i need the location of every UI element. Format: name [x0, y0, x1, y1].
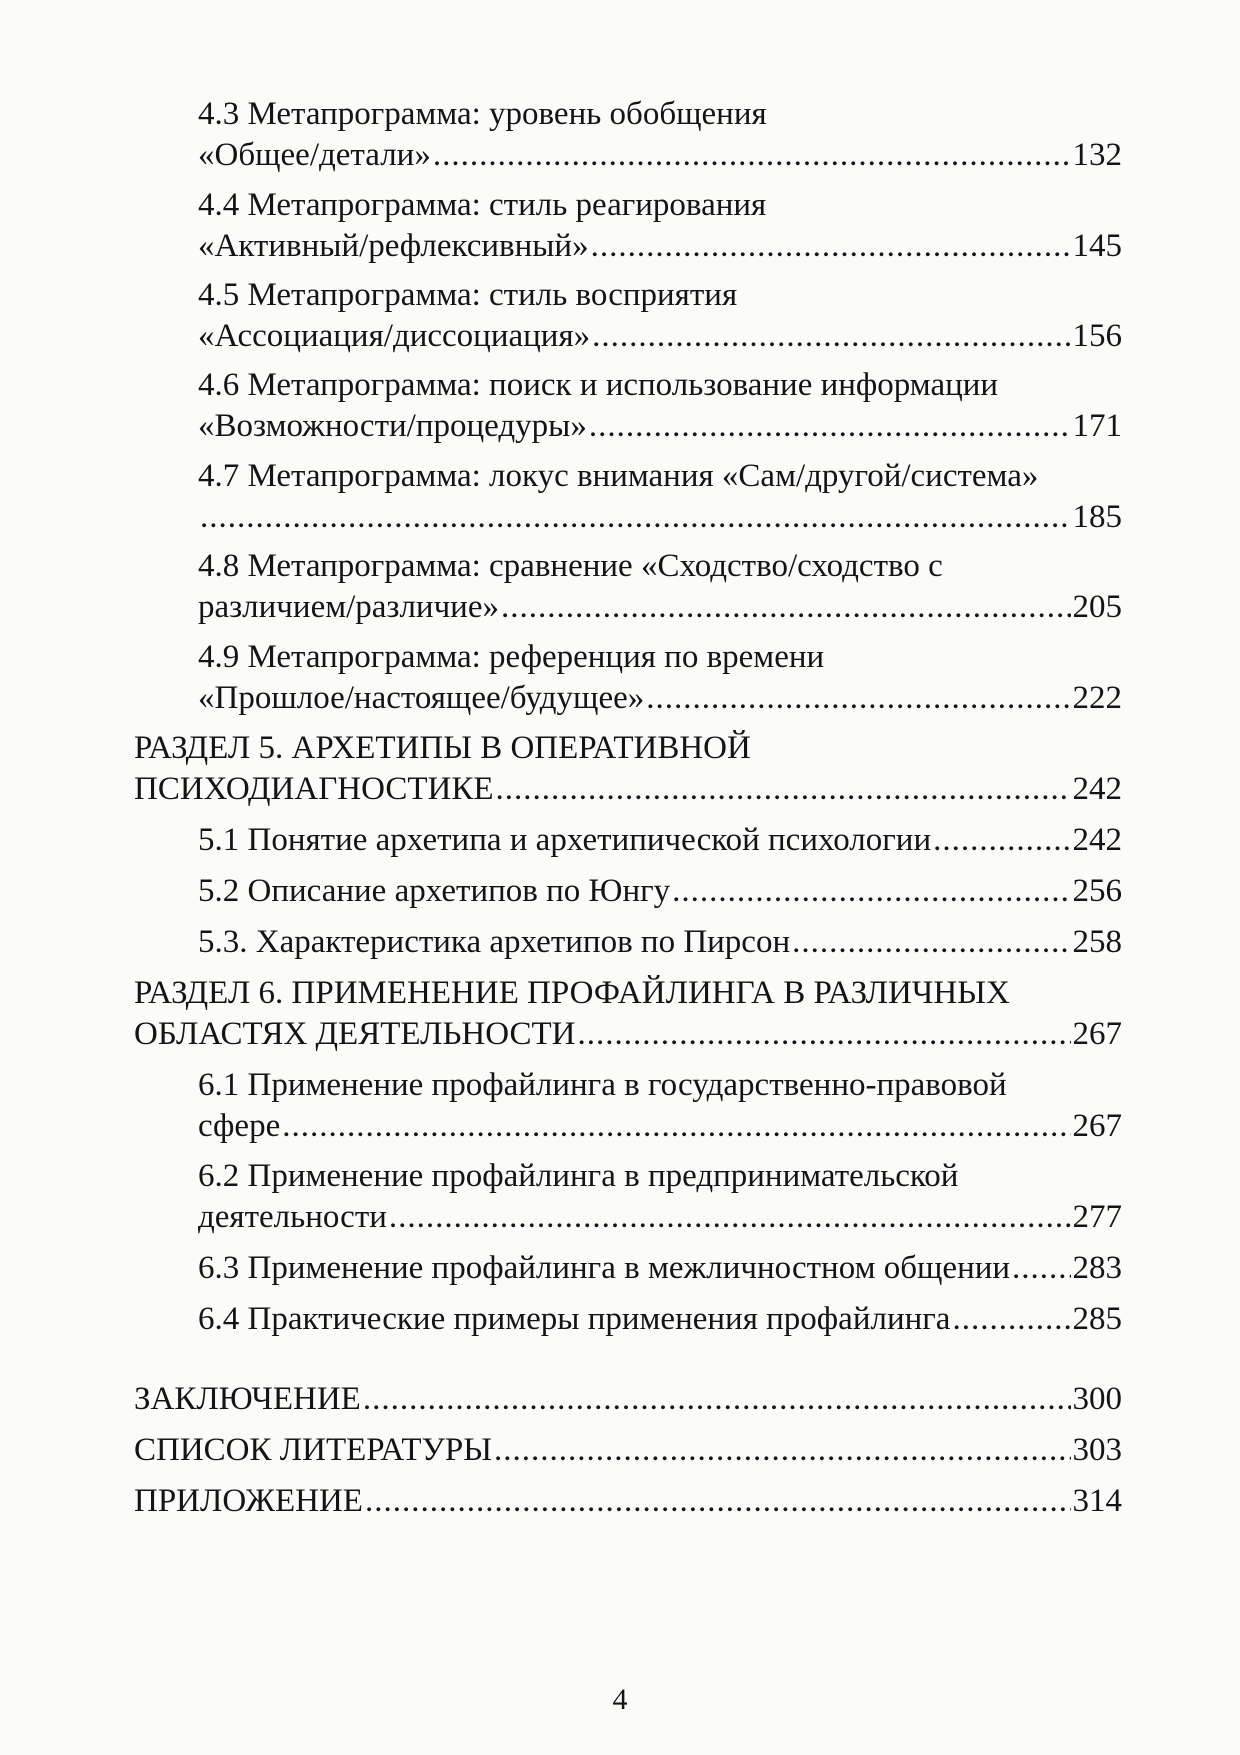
toc-section-text: СПИСОК ЛИТЕРАТУРЫ	[134, 1432, 493, 1468]
toc-entry	[198, 316, 1122, 356]
toc-section	[134, 769, 1122, 809]
dot-leader	[578, 1014, 1071, 1054]
toc-entry	[198, 226, 1122, 266]
toc-page-number: 156	[1072, 318, 1122, 354]
toc-page-number: 222	[1072, 680, 1122, 716]
toc-entry	[198, 1197, 1122, 1237]
toc-entry-text: сфере	[198, 1108, 281, 1144]
dot-leader	[365, 1481, 1071, 1521]
toc-entry	[198, 1248, 1122, 1288]
dot-leader	[592, 316, 1070, 356]
toc-page-number: 300	[1072, 1381, 1122, 1417]
dot-leader	[591, 226, 1071, 266]
toc-entry-text: «Прошлое/настоящее/будущее»	[198, 680, 645, 716]
toc-entry-text: «Возможности/процедуры»	[198, 408, 587, 444]
dot-leader	[389, 1197, 1071, 1237]
dot-leader	[672, 871, 1070, 911]
dot-leader	[1012, 1248, 1070, 1288]
toc-section-text: ОБЛАСТЯХ ДЕЯТЕЛЬНОСТИ	[134, 1016, 576, 1052]
dot-leader	[952, 1299, 1070, 1339]
toc-entry-text: 4.6 Метапрограмма: поиск и использование информации	[198, 367, 999, 403]
toc-entry-text: 4.7 Метапрограмма: локус внимания «Сам/другой/система»	[198, 458, 1039, 494]
toc-entry-text: 5.2 Описание архетипов по Юнгу	[198, 873, 671, 909]
toc-entry	[198, 1106, 1122, 1146]
toc-entry	[198, 135, 1122, 175]
toc-entry-text: 5.1 Понятие архетипа и архетипической психологии	[198, 822, 932, 858]
toc-entry	[198, 871, 1122, 911]
dot-leader	[496, 769, 1071, 809]
toc-entry-text: 4.8 Метапрограмма: сравнение «Сходство/сходство с	[198, 548, 943, 584]
toc-section	[134, 1430, 1122, 1470]
dot-leader	[363, 1379, 1071, 1419]
toc-section-text: ПРИЛОЖЕНИЕ	[134, 1483, 363, 1519]
toc-section	[134, 1379, 1122, 1419]
dot-leader	[200, 497, 1071, 537]
toc-page-number: 267	[1072, 1016, 1122, 1052]
toc-page-number: 205	[1072, 589, 1122, 625]
toc-section-text: ПСИХОДИАГНОСТИКЕ	[134, 771, 494, 807]
dot-leader	[494, 1430, 1070, 1470]
toc-page-number: 267	[1072, 1108, 1122, 1144]
toc-entry	[198, 587, 1122, 627]
toc-entry-text: 4.3 Метапрограмма: уровень обобщения	[198, 96, 767, 132]
toc-entry-text: 6.3 Применение профайлинга в межличностном общении	[198, 1250, 1011, 1286]
toc-page-number: 314	[1072, 1483, 1122, 1519]
toc-section	[134, 1014, 1122, 1054]
toc-entry-text: 4.9 Метапрограмма: референция по времени	[198, 639, 825, 675]
toc-page-number: 283	[1072, 1250, 1122, 1286]
toc-page-number: 277	[1072, 1199, 1122, 1235]
dot-leader	[433, 135, 1071, 175]
toc-entry-text: различием/различие»	[198, 589, 499, 625]
toc-page-number: 242	[1072, 771, 1122, 807]
toc-entry-text: 4.4 Метапрограмма: стиль реагирования	[198, 187, 767, 223]
dot-leader	[646, 678, 1070, 718]
toc-page-number: 256	[1072, 873, 1122, 909]
toc-entry	[198, 406, 1122, 446]
dot-leader	[501, 587, 1071, 627]
toc-page-number: 185	[1072, 499, 1122, 535]
toc-entry	[198, 820, 1122, 860]
toc-page-number: 171	[1072, 408, 1122, 444]
dot-leader	[589, 406, 1071, 446]
toc-section-text: РАЗДЕЛ 6. ПРИМЕНЕНИЕ ПРОФАЙЛИНГА В РАЗЛИЧНЫХ	[134, 975, 1010, 1011]
toc-entry-text: 6.2 Применение профайлинга в предпринимательской	[198, 1158, 959, 1194]
toc-page-number: 285	[1072, 1301, 1122, 1337]
toc-entry-text: деятельности	[198, 1199, 387, 1235]
toc-entry	[198, 678, 1122, 718]
dot-leader	[933, 820, 1070, 860]
toc-entry-text: 6.1 Применение профайлинга в государственно-правовой	[198, 1067, 1007, 1103]
toc-entry	[198, 922, 1122, 962]
toc-section-text: РАЗДЕЛ 5. АРХЕТИПЫ В ОПЕРАТИВНОЙ	[134, 730, 751, 766]
toc-page-number: 145	[1072, 228, 1122, 264]
toc-entry-text: 6.4 Практические примеры применения профайлинга	[198, 1301, 951, 1337]
page-number: 4	[612, 1683, 628, 1716]
toc-entry-text: «Общее/детали»	[198, 137, 431, 173]
toc-entry-text: 4.5 Метапрограмма: стиль восприятия	[198, 277, 738, 313]
toc-page-number: 242	[1072, 822, 1122, 858]
toc-entry-text: «Ассоциация/диссоциация»	[198, 318, 591, 354]
toc-page-number: 303	[1072, 1432, 1122, 1468]
toc-page-number: 132	[1072, 137, 1122, 173]
dot-leader	[792, 922, 1070, 962]
toc-entry	[198, 1299, 1122, 1339]
toc-entry-text: 5.3. Характеристика архетипов по Пирсон	[198, 924, 791, 960]
dot-leader	[282, 1106, 1070, 1146]
toc-section	[134, 1481, 1122, 1521]
toc-page-number: 258	[1072, 924, 1122, 960]
toc-entry	[198, 497, 1122, 537]
toc-entry-text: «Активный/рефлексивный»	[198, 228, 589, 264]
toc-section-text: ЗАКЛЮЧЕНИЕ	[134, 1381, 361, 1417]
